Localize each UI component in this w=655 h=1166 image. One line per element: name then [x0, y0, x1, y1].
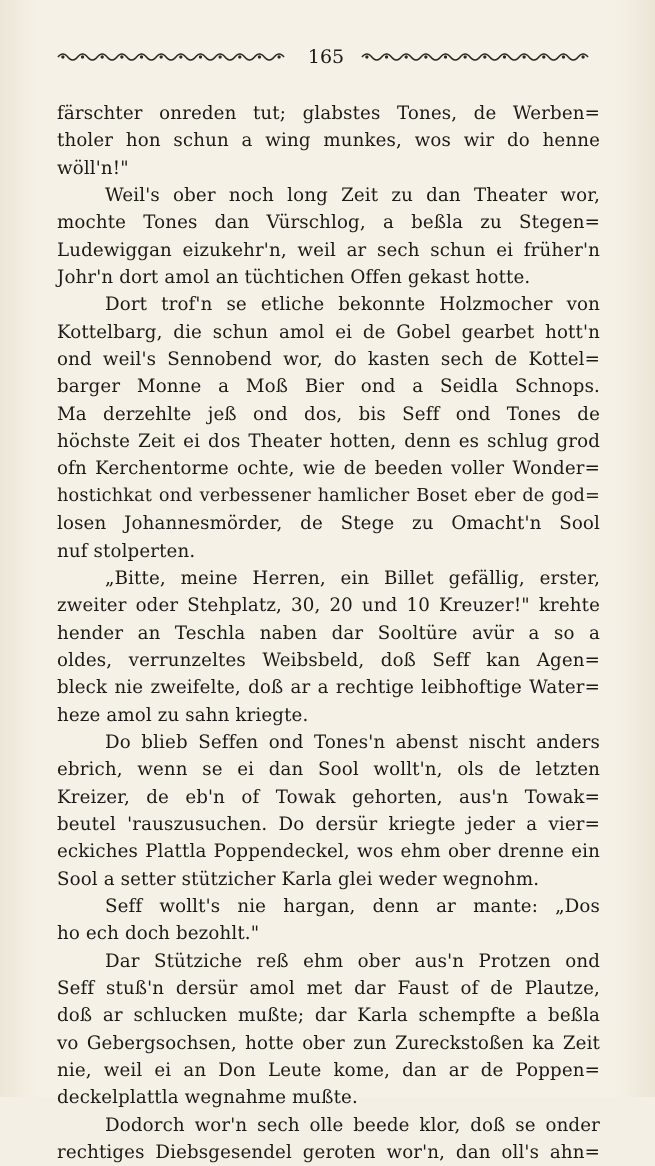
text-line: Kottelbarg, die schun amol ei de Gobel gearbet hott'n	[57, 321, 600, 343]
text-line: Sool a setter stützicher Karla glei weder wegnohm.	[57, 868, 540, 890]
text-line: hostichkat ond verbessener hamlicher Boset eber de god=	[57, 485, 600, 506]
text-line: ond weil's Sennobend wor, do kasten sech de Kottel=	[57, 349, 600, 371]
text-line: rechtiges Diebsgesendel geroten wor'n, dan oll's ahn=	[57, 1142, 600, 1164]
ornament-left-icon	[56, 51, 292, 63]
text-line: ofn Kerchentorme ochte, wie de beeden voller Wonder=	[57, 458, 600, 480]
text-line: wöll'n!"	[57, 157, 129, 179]
text-line: höchste Zeit ei dos Theater hotten, denn es schlug grod	[57, 431, 600, 453]
text-line: vo Gebergsochsen, hotte ober zun Zureckstoßen ka Zeit	[57, 1032, 600, 1054]
text-line: mochte Tones dan Vürschlog, a beßla zu Stegen=	[57, 212, 600, 234]
text-line: Seff stuß'n dersür amol met dar Faust of de Plautze,	[57, 978, 600, 999]
text-line: doß ar schlucken mußte; dar Karla schempfte a beßla	[57, 1005, 600, 1027]
text-line: hender an Teschla naben dar Sooltüre avür a so a	[57, 622, 600, 644]
text-line: ebrich, wenn se ei dan Sool wollt'n, ols de letzten	[57, 759, 600, 781]
text-line: Dort trof'n se etliche bekonnte Holzmocher von	[105, 294, 600, 316]
text-line: Weil's ober noch long Zeit zu dan Theater wor,	[105, 185, 600, 207]
text-line: Seff wollt's nie hargan, denn ar mante: „Dos	[105, 895, 600, 917]
text-line: barger Monne a Moß Bier ond a Seidla Schnops.	[57, 376, 600, 398]
text-line: färschter onreden tut; glabstes Tones, de Werben=	[57, 103, 600, 124]
left-ornament-border	[56, 51, 292, 63]
text-line: heze amol zu sahn kriegte.	[57, 704, 309, 726]
text-line: ho ech doch bezohlt."	[57, 923, 260, 945]
text-line: Dodorch wor'n sech olle beede klor, doß se onder	[105, 1114, 600, 1136]
text-line: Ludewiggan eizukehr'n, weil ar sech schun ei früher'n	[57, 239, 600, 261]
text-line: Do blieb Seffen ond Tones'n abenst nischt anders	[105, 731, 600, 753]
text-line: zweiter oder Stehplatz, 30, 20 und 10 Kreuzer!" krehte	[57, 595, 600, 617]
ornament-right-icon	[360, 51, 596, 63]
text-line: eckiches Plattla Poppendeckel, wos ehm ober drenne ein	[57, 841, 600, 863]
page-header	[56, 44, 596, 70]
body-text	[57, 100, 600, 1166]
text-line: oldes, verrunzeltes Weibsbeld, doß Seff kan Agen=	[57, 649, 600, 671]
text-line: „Bitte, meine Herren, ein Billet gefällig, erster,	[105, 567, 600, 589]
text-line: deckelplattla wegnahme mußte.	[57, 1087, 358, 1109]
text-line: Dar Stütziche reß ehm ober aus'n Protzen ond	[105, 950, 600, 972]
text-line: nie, weil ei an Don Leute kome, dan ar de Poppen=	[57, 1060, 600, 1082]
text-line: Johr'n dort amol an tüchtichen Offen gekast hotte.	[57, 267, 531, 289]
text-line: Ma derzehlte jeß ond dos, bis Seff ond Tones de	[57, 403, 600, 425]
text-line: Kreizer, de eb'n of Towak gehorten, aus'n Towak=	[57, 786, 600, 808]
text-line: losen Johannesmörder, de Stege zu Omacht'n Sool	[57, 513, 600, 535]
text-line: nuf stolperten.	[57, 540, 196, 562]
right-ornament-border	[360, 51, 596, 63]
page-number: 165	[307, 45, 345, 68]
text-line: bleck nie zweifelte, doß ar a rechtige leibhoftige Water=	[57, 677, 600, 699]
text-line: beutel 'rauszusuchen. Do dersür kriegte jeder a vier=	[57, 813, 600, 835]
text-line: tholer hon schun a wing munkes, wos wir do henne	[57, 130, 600, 152]
